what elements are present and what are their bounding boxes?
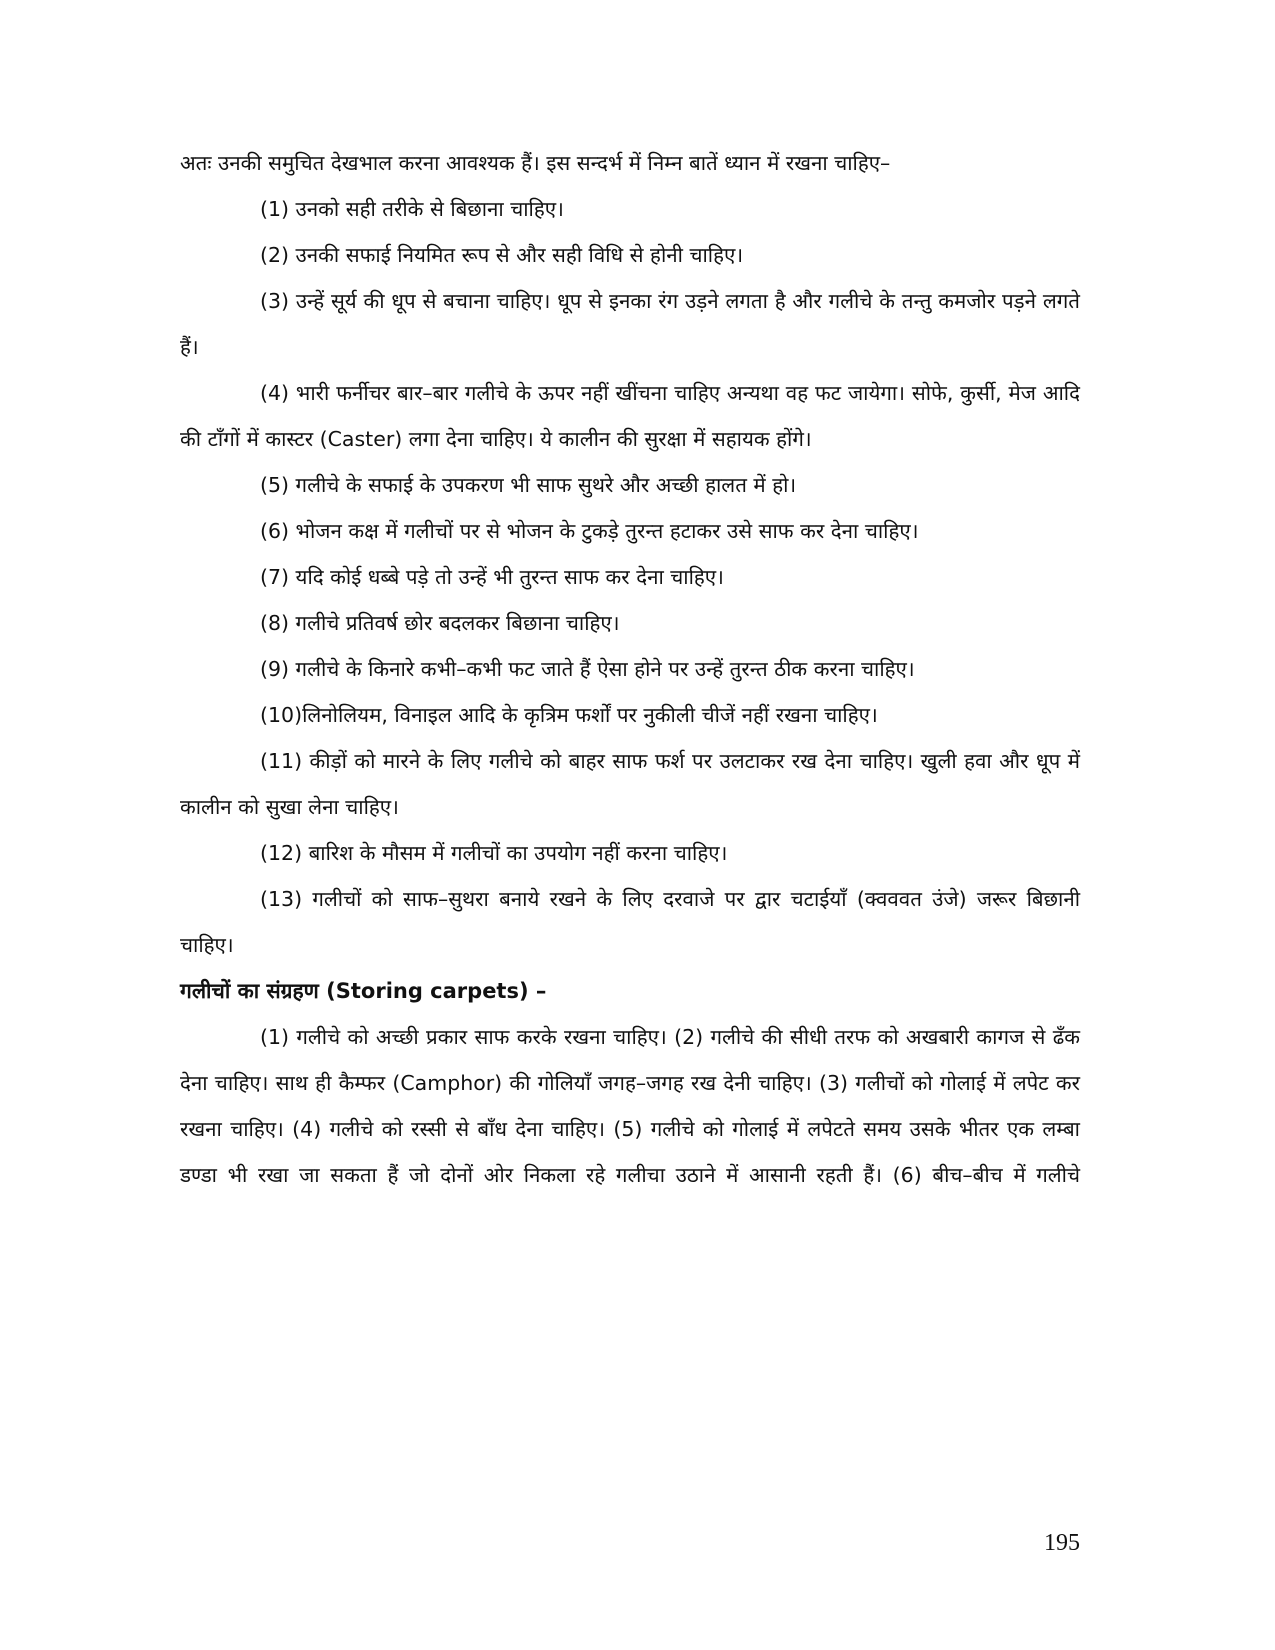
page-number: 195 [1044,1530,1080,1556]
care-item-8: (8) गलीचे प्रतिवर्ष छोर बदलकर बिछाना चाहिए। [260,611,620,635]
care-item-7: (7) यदि कोई धब्बे पड़े तो उन्हें भी तुरन्त साफ कर देना चाहिए। [260,565,724,589]
storing-paragraph: (1) गलीचे को अच्छी प्रकार साफ करके रखना चाहिए। (2) गलीचे की सीधी तरफ को अखबारी कागज से ढँक देना चाहिए। साथ ही कैम्फर (Camphor) की गोलियाँ जगह–जगह रख देनी चाहिए। (3) गलीचों को गोलाई में लपेट कर रखना चाहिए। (4) गलीचे को रस्सी से बाँध देना चाहिए। (5) गलीचे को गोलाई में लपेटते समय उसके भीतर एक लम्बा डण्डा भी रखा जा सकता हैं जो दोनों ओर निकला रहे गलीचा उठाने में आसानी रहती हैं। (6) बीच–बीच में गलीचे [180,1025,1080,1187]
care-item-10: (10)लिनोलियम, विनाइल आदि के कृत्रिम फर्शों पर नुकीली चीजें नहीं रखना चाहिए। [260,703,878,727]
intro-paragraph: अतः उनकी समुचित देखभाल करना आवश्यक हैं। इस सन्दर्भ में निम्न बातें ध्यान में रखना चाहिए– [180,151,891,175]
body-text [180,140,1080,1198]
care-item-1: (1) उनको सही तरीके से बिछाना चाहिए। [260,197,564,221]
care-item-4: (4) भारी फर्नीचर बार–बार गलीचे के ऊपर नहीं खींचना चाहिए अन्यथा वह फट जायेगा। सोफे, कुर्सी, मेज आदि की टाँगों में कास्टर (Caster) लगा देना चाहिए। ये कालीन की सुरक्षा में सहायक होंगे। [180,381,1080,451]
care-item-6: (6) भोजन कक्ष में गलीचों पर से भोजन के टुकड़े तुरन्त हटाकर उसे साफ कर देना चाहिए। [260,519,919,543]
care-item-11: (11) कीड़ों को मारने के लिए गलीचे को बाहर साफ फर्श पर उलटाकर रख देना चाहिए। खुली हवा और धूप में कालीन को सुखा लेना चाहिए। [180,749,1080,819]
care-item-3: (3) उन्हें सूर्य की धूप से बचाना चाहिए। धूप से इनका रंग उड़ने लगता है और गलीचे के तन्तु कमजोर पड़ने लगते हैं। [180,289,1080,359]
care-item-9: (9) गलीचे के किनारे कभी–कभी फट जाते हैं ऐसा होने पर उन्हें तुरन्त ठीक करना चाहिए। [260,657,915,681]
care-item-5: (5) गलीचे के सफाई के उपकरण भी साफ सुथरे और अच्छी हालत में हो। [260,473,797,497]
care-item-2: (2) उनकी सफाई नियमित रूप से और सही विधि से होनी चाहिए। [260,243,744,267]
care-item-12: (12) बारिश के मौसम में गलीचों का उपयोग नहीं करना चाहिए। [260,841,728,865]
section-heading: गलीचों का संग्रहण (Storing carpets) – [180,979,547,1003]
care-item-13: (13) गलीचों को साफ–सुथरा बनाये रखने के लिए दरवाजे पर द्वार चटाईयाँ (क्वववत उंजे) जरूर बिछानी चाहिए। [180,887,1080,957]
